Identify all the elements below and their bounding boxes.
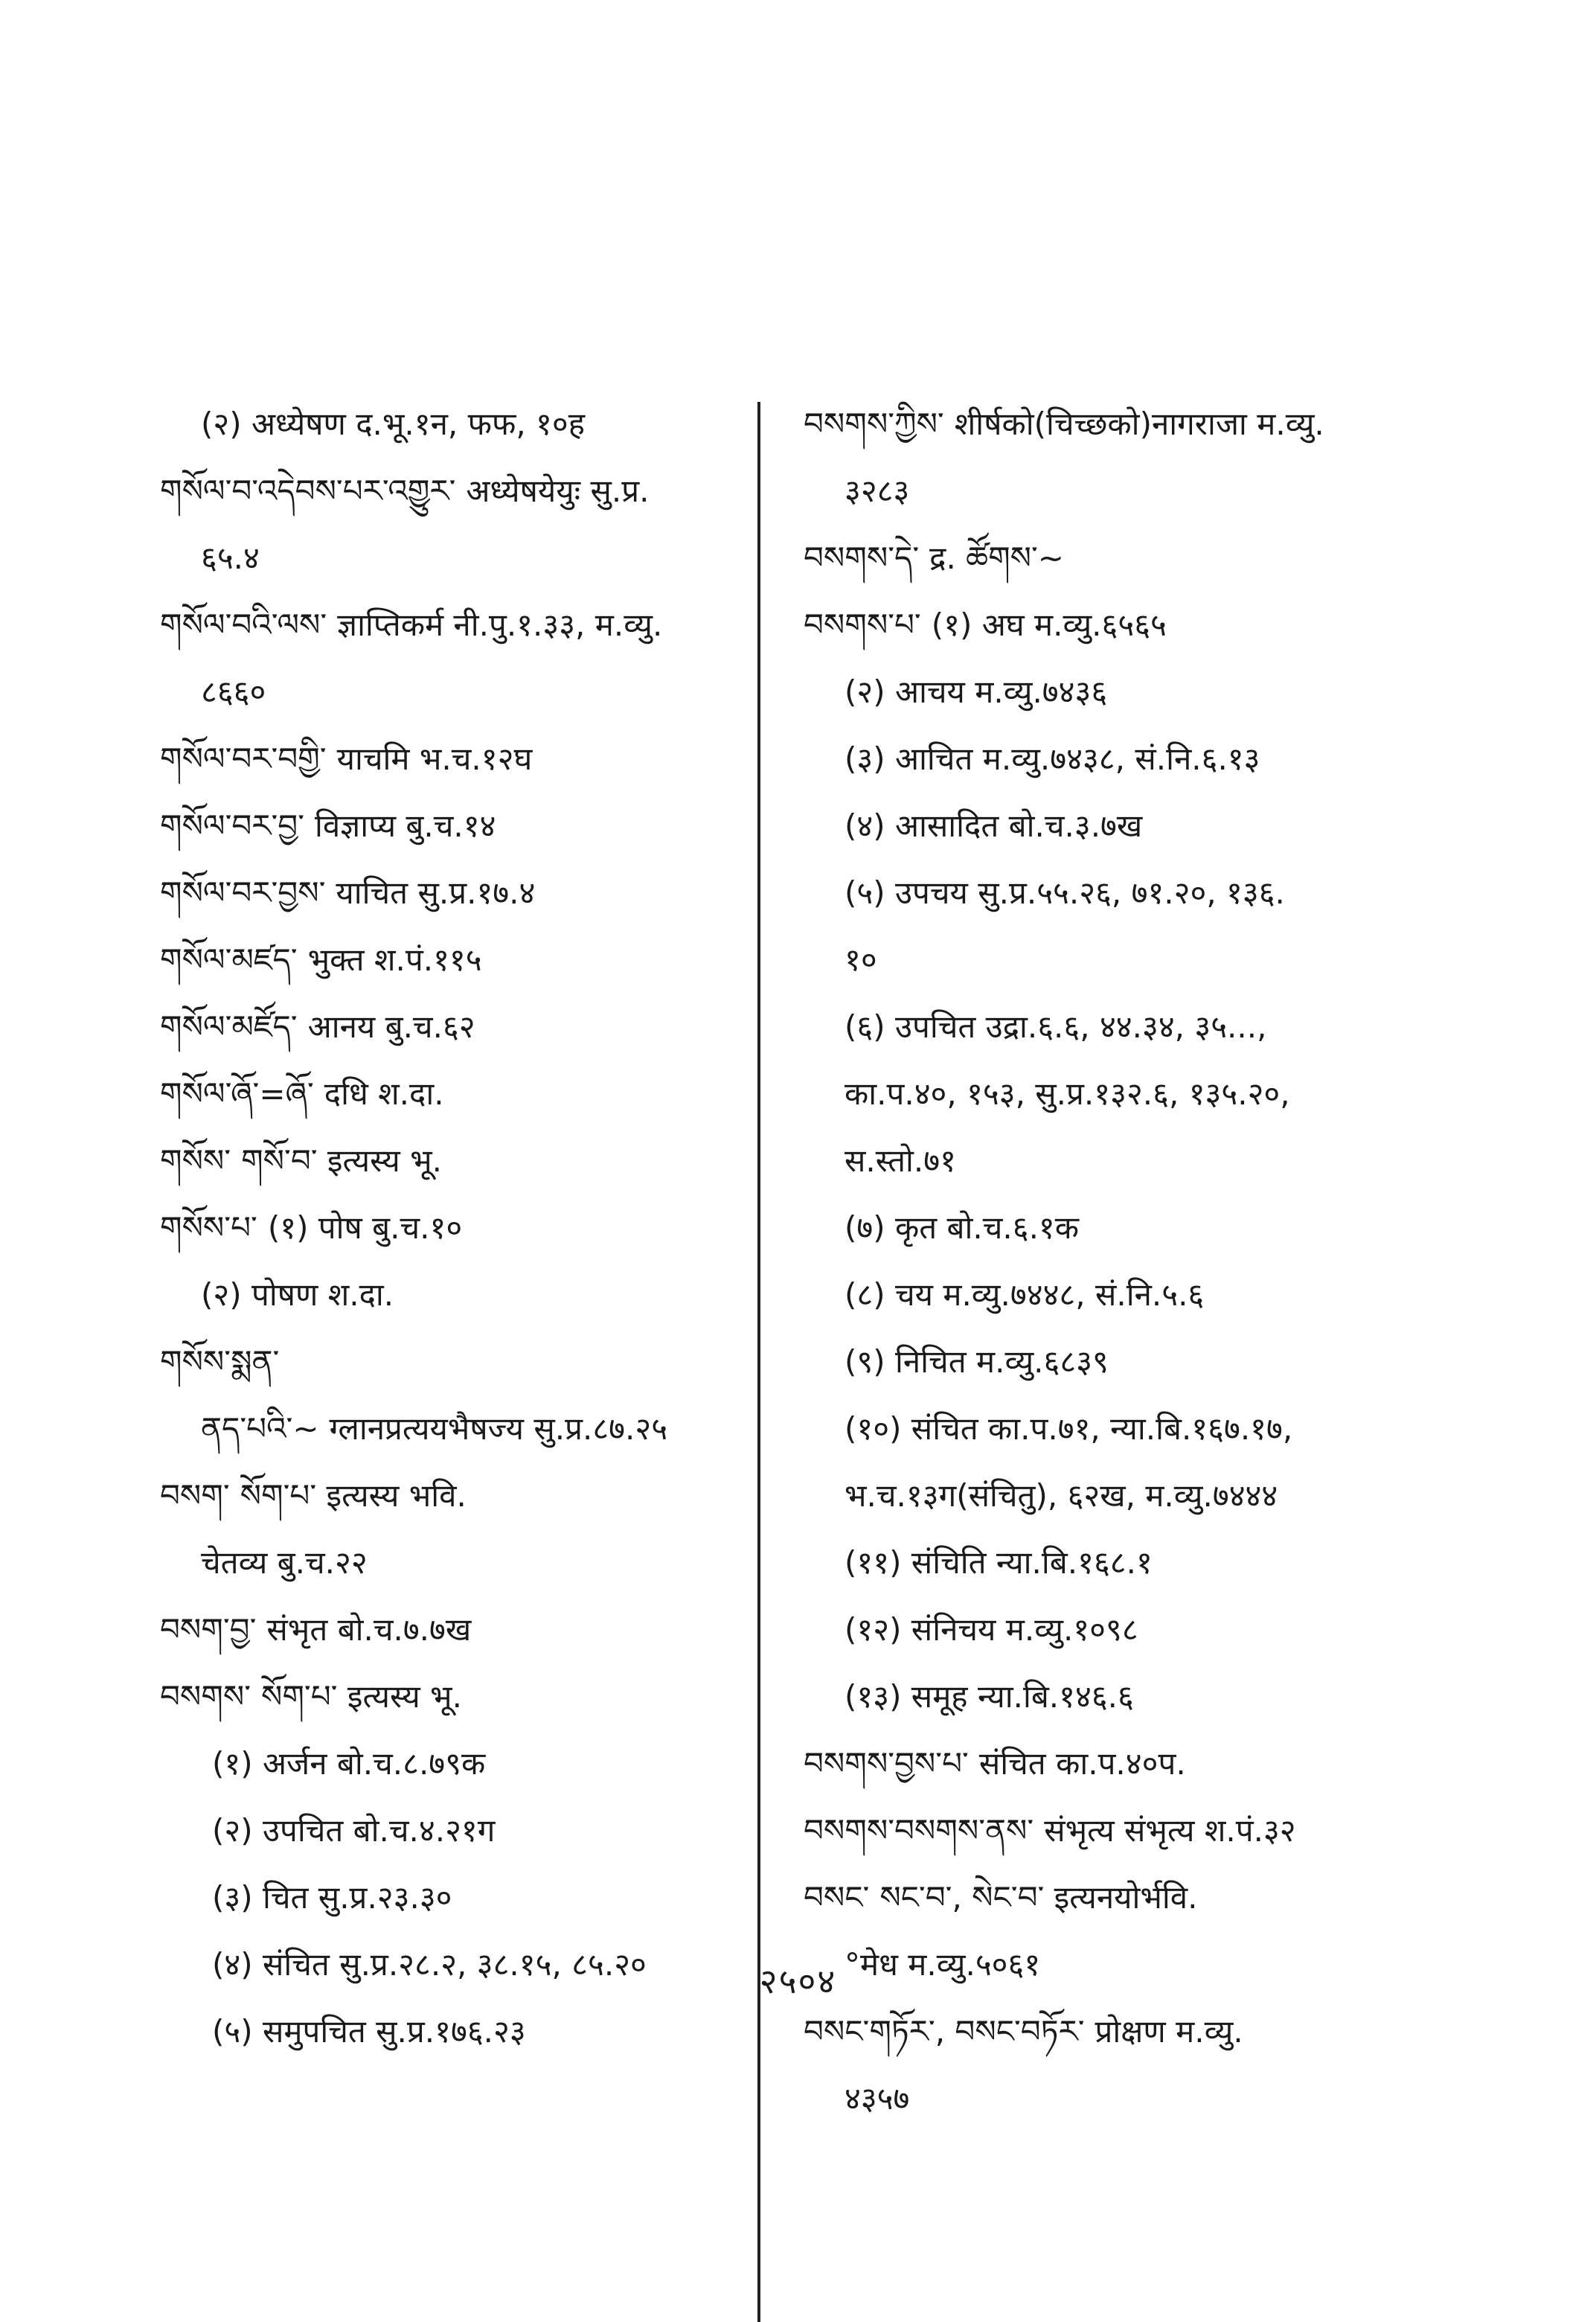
tibetan-headword: གསོལ་བར་བྱས་ — [160, 874, 326, 911]
entry-line — [804, 927, 1436, 994]
sanskrit-gloss: स.स्तो.७१ — [845, 1142, 956, 1179]
entry-line — [804, 659, 1436, 726]
entry-line — [804, 592, 1436, 659]
entry-line — [160, 793, 770, 860]
sanskrit-gloss: चेतव्य बु.च.२२ — [201, 1544, 368, 1581]
tibetan-headword: གསོལ་བ་འདེབས་པར་འགྱུར་ — [160, 473, 456, 509]
entry-line — [804, 1998, 1436, 2065]
sanskrit-gloss: (८) चय म.व्यु.७४४८, सं.नि.५.६ — [845, 1276, 1205, 1313]
entry-line — [804, 1194, 1436, 1261]
entry-line — [160, 659, 770, 726]
sanskrit-gloss: ज्ञाप्तिकर्म नी.पु.१.३३, म.व्यु. — [337, 607, 663, 643]
entry-line — [804, 1864, 1436, 1931]
sanskrit-gloss: द्र. ཚོགས་~ — [929, 540, 1064, 576]
entry-line — [160, 1395, 770, 1462]
entry-line — [804, 391, 1436, 458]
tibetan-headword: བསགས་པ་ — [804, 607, 921, 643]
sanskrit-gloss: संभृत्य संभृत्य श.पं.३२ — [1044, 1812, 1296, 1849]
sanskrit-gloss: (१२) संनिचय म.व्यु.१०९८ — [845, 1611, 1138, 1648]
sanskrit-gloss: (१३) समूह न्या.बि.१४६.६ — [845, 1678, 1134, 1715]
entry-line — [160, 1261, 770, 1328]
sanskrit-gloss: आनय बु.च.६२ — [307, 1008, 475, 1045]
entry-line — [160, 1328, 770, 1395]
sanskrit-gloss: (१०) संचित का.प.७१, न्या.बि.१६७.१७, — [845, 1410, 1293, 1447]
sanskrit-gloss: °मेध म.व्यु.५०६१ — [845, 1946, 1041, 1983]
entry-line — [804, 525, 1436, 592]
entry-line — [804, 1261, 1436, 1328]
entry-line — [160, 1462, 770, 1529]
tibetan-headword: གསོལ་མཛོད་ — [160, 1008, 298, 1045]
entry-line — [804, 1529, 1436, 1596]
entry-line — [804, 1128, 1436, 1194]
sanskrit-gloss: (५) समुपचित सु.प्र.१७६.२३ — [212, 2013, 526, 2050]
entry-line — [160, 1864, 770, 1931]
tibetan-headword: གསོལ་བར་བགྱི་ — [160, 741, 327, 777]
entry-line — [160, 1797, 770, 1864]
sanskrit-gloss: ८६६० — [201, 674, 266, 710]
entry-line — [160, 927, 770, 994]
tibetan-headword: བསགས་དེ་ — [804, 540, 920, 576]
entry-line — [804, 1395, 1436, 1462]
entry-line — [804, 1663, 1436, 1730]
sanskrit-gloss: (५) उपचय सु.प्र.५५.२६, ७१.२०, १३६. — [845, 874, 1285, 911]
entry-line — [804, 1797, 1436, 1864]
sanskrit-gloss: शीर्षको(चिच्छको)नागराजा म.व्यु. — [954, 406, 1324, 442]
sanskrit-gloss: ४३५७ — [845, 2080, 910, 2117]
tibetan-headword: གསོལ་མཛད་ — [160, 941, 298, 978]
sanskrit-gloss: (४) आसादित बो.च.३.७ख — [845, 807, 1143, 844]
sanskrit-gloss: (२) आचय म.व्यु.७४३६ — [845, 674, 1108, 710]
entry-line — [160, 994, 770, 1061]
tibetan-headword: བསང་གཏོར་, བསང་བཏོར་ — [804, 2013, 1085, 2050]
entry-line — [804, 726, 1436, 793]
entry-line — [160, 458, 770, 525]
sanskrit-gloss: ६५.४ — [201, 540, 260, 576]
entry-line — [160, 1663, 770, 1730]
left-column — [160, 391, 770, 2065]
tibetan-headword: བསགས་ — [160, 1678, 251, 1715]
sanskrit-gloss: (३) चित सु.प्र.२३.३० — [212, 1879, 452, 1916]
sanskrit-gloss: ग्लानप्रत्ययभैषज्य सु.प्र.८७.२५ — [329, 1410, 668, 1447]
entry-line — [160, 1194, 770, 1261]
entry-line — [160, 1128, 770, 1194]
tibetan-headword: བསགས་བསགས་ནས་ — [804, 1812, 1034, 1849]
entry-line — [804, 2065, 1436, 2132]
entry-line — [160, 1529, 770, 1596]
entry-line — [160, 1596, 770, 1663]
tibetan-headword: བསགས་ཀྱིས་ — [804, 406, 944, 442]
tibetan-headword: གསོལ་ཞོ་=ཞོ་ — [160, 1075, 314, 1112]
sanskrit-gloss: (६) उपचित उद्रा.६.६, ४४.३४, ३५..., — [845, 1008, 1267, 1045]
sanskrit-gloss: प्रोक्षण म.व्यु. — [1095, 2013, 1243, 2050]
sanskrit-gloss: याचित सु.प्र.१७.४ — [336, 874, 536, 911]
sanskrit-gloss: སོག་པ་ इत्यस्य भू. — [261, 1678, 462, 1715]
tibetan-headword: གསོལ་བར་བྱ་ — [160, 807, 305, 844]
sanskrit-gloss: (४) संचित सु.प्र.२८.२, ३८.१५, ८५.२० — [212, 1946, 647, 1983]
entry-line — [804, 1061, 1436, 1128]
tibetan-headword: གསོལ་བའི་ལས་ — [160, 607, 327, 643]
sanskrit-gloss: संचित का.प.४०प. — [978, 1745, 1186, 1782]
page-number: २५०४ — [759, 1961, 837, 2001]
entry-line — [804, 1730, 1436, 1797]
sanskrit-gloss: संभृत बो.च.७.७ख — [266, 1611, 472, 1648]
sanskrit-gloss: (३) आचित म.व्यु.७४३८, सं.नि.६.१३ — [845, 741, 1260, 777]
sanskrit-gloss: दधि श.दा. — [324, 1075, 444, 1112]
sanskrit-gloss: (१) अर्जन बो.च.८.७९क — [212, 1745, 486, 1782]
tibetan-headword: བསག་ — [160, 1477, 230, 1514]
tibetan-headword: གསོས་སྨན་ — [160, 1343, 280, 1380]
sanskrit-gloss: भुक्त श.पं.११५ — [307, 941, 482, 978]
entry-line — [160, 391, 770, 458]
entry-line — [160, 592, 770, 659]
entry-line — [160, 1061, 770, 1128]
sanskrit-gloss: སང་བ་, སེང་བ་ इत्यनयोर्भवि. — [879, 1879, 1198, 1916]
tibetan-headword: ནད་པའི་~ — [201, 1410, 319, 1447]
sanskrit-gloss: भ.च.१३ग(संचितु), ६२ख, म.व्यु.७४४४ — [845, 1477, 1278, 1514]
sanskrit-gloss: སོག་པ་ इत्यस्य भवि. — [240, 1477, 467, 1514]
column-divider — [757, 402, 760, 2322]
entry-line — [804, 994, 1436, 1061]
entry-line — [160, 1998, 770, 2065]
entry-line — [160, 1730, 770, 1797]
sanskrit-gloss: (२) पोषण श.दा. — [201, 1276, 394, 1313]
sanskrit-gloss: གསོ་བ་ इत्यस्य भू. — [241, 1142, 443, 1179]
sanskrit-gloss: (२) अध्येषण द.भू.१न, फफ, १०ह — [201, 406, 586, 442]
sanskrit-gloss: (११) संचिति न्या.बि.१६८.१ — [845, 1544, 1153, 1581]
entry-line — [160, 726, 770, 793]
sanskrit-gloss: (९) निचित म.व्यु.६८३९ — [845, 1343, 1109, 1380]
sanskrit-gloss: १० — [845, 941, 877, 978]
sanskrit-gloss: का.प.४०, १५३, सु.प्र.१३२.६, १३५.२०, — [845, 1075, 1290, 1112]
tibetan-headword: བསགས་བྱས་པ་ — [804, 1745, 969, 1782]
tibetan-headword: གསོས་ — [160, 1142, 231, 1179]
sanskrit-gloss: (२) उपचित बो.च.४.२१ग — [212, 1812, 496, 1849]
entry-line — [804, 860, 1436, 927]
right-column — [804, 391, 1436, 2132]
sanskrit-gloss: (१) अघ म.व्यु.६५६५ — [931, 607, 1167, 643]
sanskrit-gloss: अध्येषयेयुः सु.प्र. — [466, 473, 650, 509]
entry-line — [804, 1462, 1436, 1529]
entry-line — [804, 1328, 1436, 1395]
entry-line — [160, 860, 770, 927]
entry-line — [160, 525, 770, 592]
sanskrit-gloss: याचमि भ.च.१२घ — [336, 741, 533, 777]
entry-line — [804, 1596, 1436, 1663]
entry-line — [804, 793, 1436, 860]
tibetan-headword: གསོས་པ་ — [160, 1209, 257, 1246]
entry-line — [804, 458, 1436, 525]
sanskrit-gloss: ३२८३ — [845, 473, 910, 509]
tibetan-headword: བསག་བྱ་ — [160, 1611, 257, 1648]
sanskrit-gloss: (१) पोष बु.च.१० — [267, 1209, 463, 1246]
sanskrit-gloss: विज्ञाप्य बु.च.१४ — [315, 807, 496, 844]
tibetan-headword: བསང་ — [804, 1879, 870, 1916]
sanskrit-gloss: (७) कृत बो.च.६.१क — [845, 1209, 1080, 1246]
